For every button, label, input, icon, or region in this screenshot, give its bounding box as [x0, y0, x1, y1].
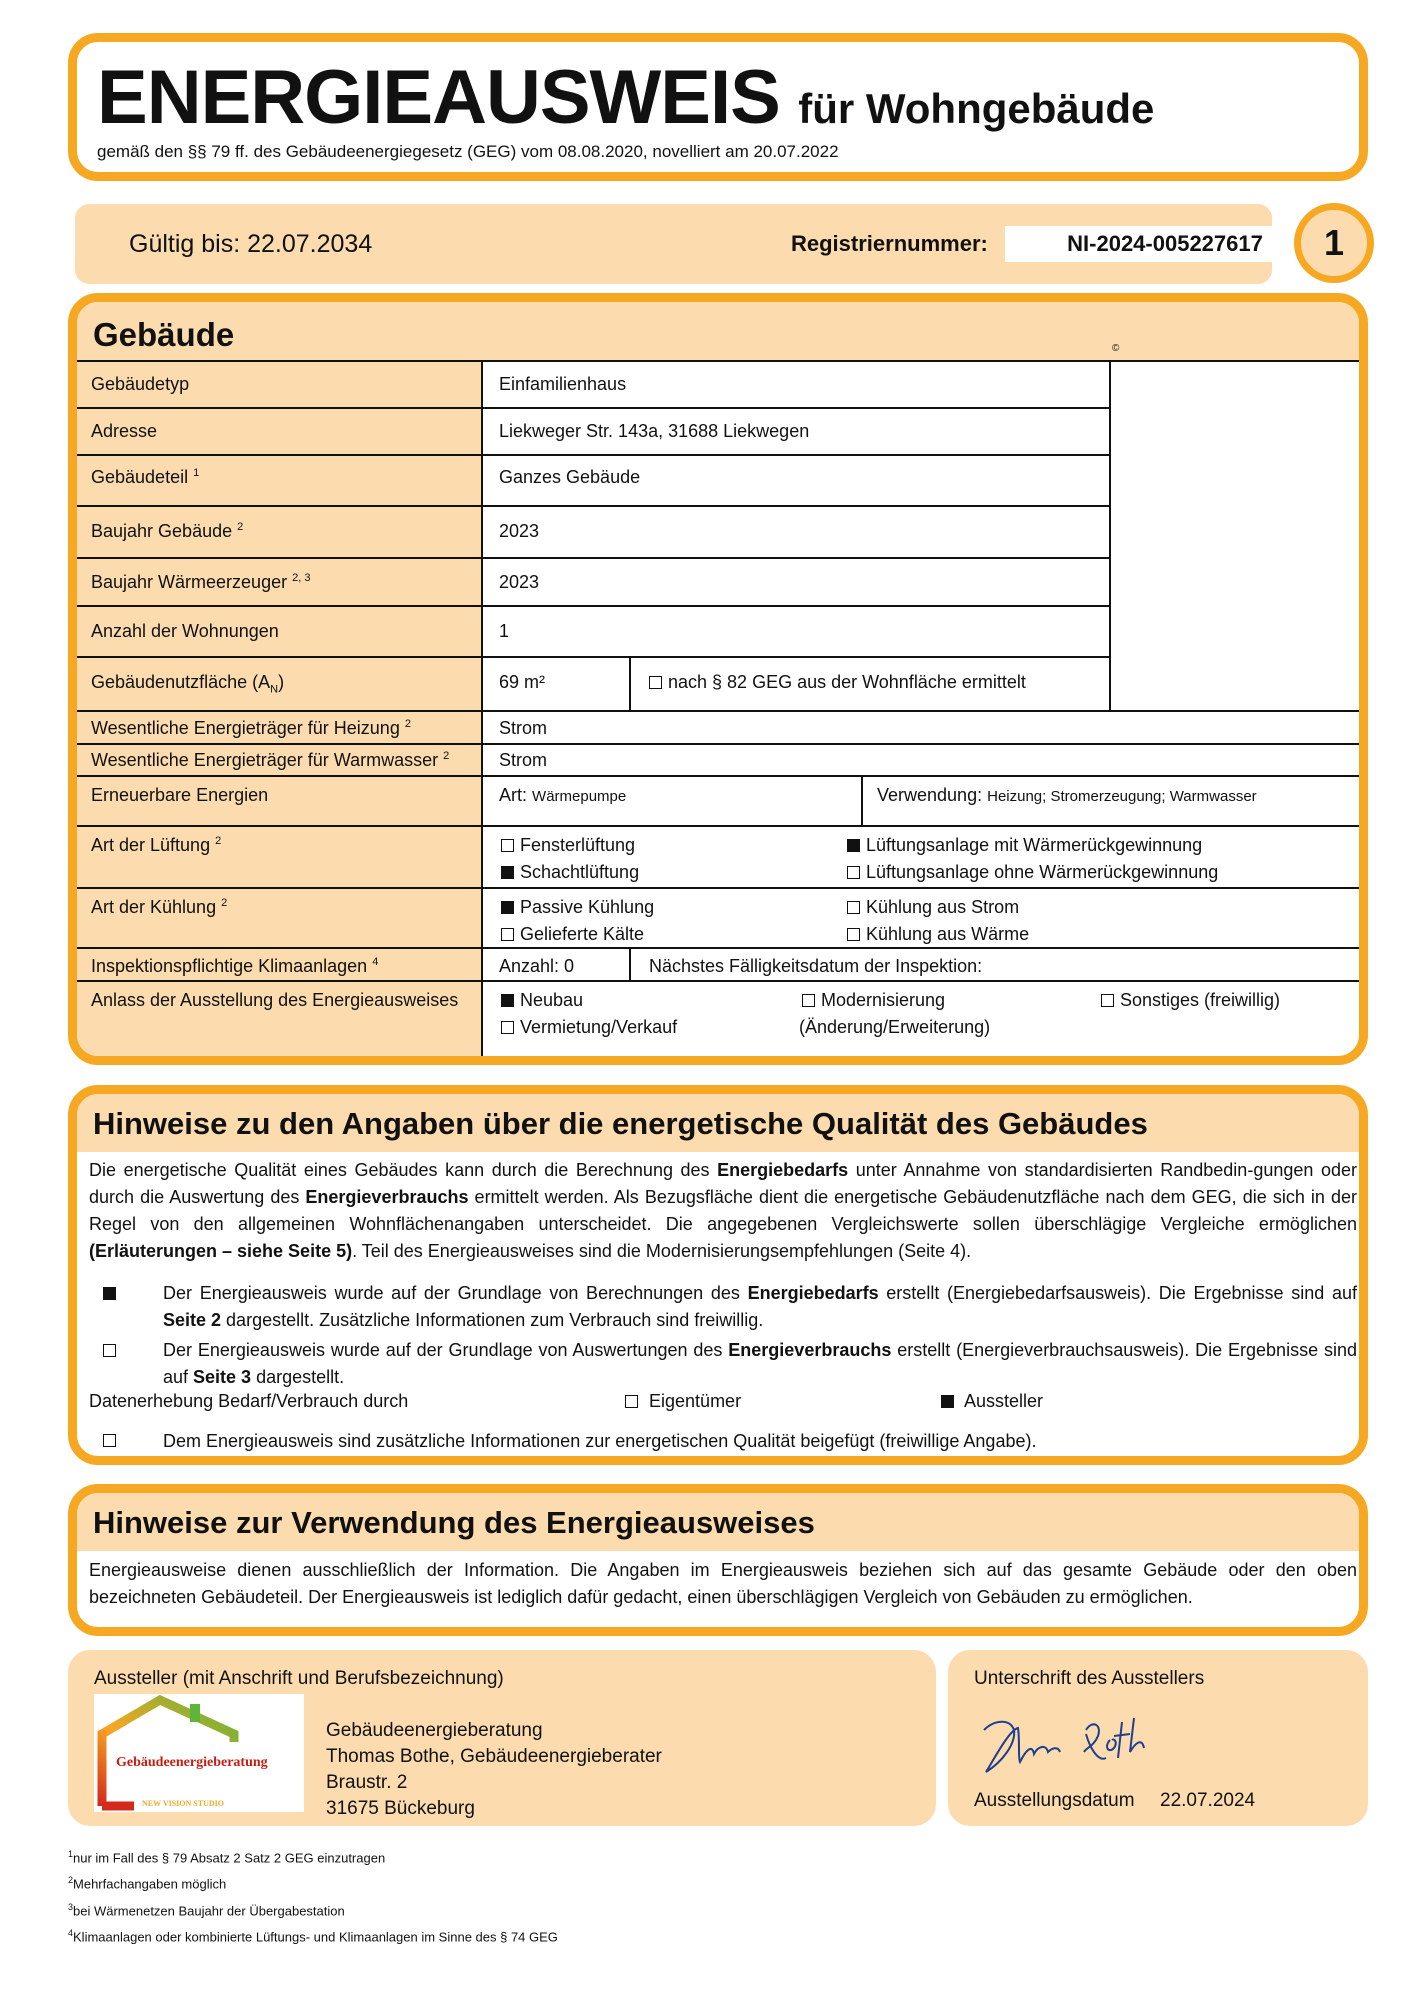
footnotes — [68, 1843, 558, 1948]
option-delivered-cold[interactable]: Gelieferte Kälte — [501, 924, 644, 945]
valid-until: Gültig bis: 22.07.2034 — [129, 230, 373, 258]
label-usable-area: Gebäudenutzfläche $(A_N)$ — [91, 672, 285, 696]
label-construction-year: Baujahr Gebäude $^2$ — [91, 521, 244, 541]
checkbox-unchecked[interactable] — [103, 1434, 116, 1447]
title-header — [68, 33, 1368, 181]
collected-by-issuer[interactable]: Aussteller — [941, 1391, 1043, 1412]
option-ventilation-no-heat-recovery[interactable]: Lüftungsanlage ohne Wärmerückgewinnung — [847, 862, 1218, 883]
option-modernisation[interactable]: Modernisierung — [802, 990, 945, 1011]
option-shaft-ventilation[interactable]: Schachtlüftung — [501, 862, 639, 883]
usage-hints-section — [68, 1484, 1368, 1636]
value-usable-area: 69 m² — [499, 672, 546, 692]
label-ventilation: Art der Lüftung $^2$ — [91, 835, 222, 855]
quality-hints-paragraph: Die energetische Qualität eines Gebäudes kann durch die Berechnung des Energiebedarfs unter Annahme von standardisierten Randbedin-gungen oder durch die Auswertung des Energieverbrauchs ermittelt werden. Als Bezugsfläche dient die energetische Gebäudenutzfläche nach dem GEG, die sich in der Regel von den allgemeinen Wohnflächenangaben unterscheidet. Die angegebenen Vergleichswerte sollen überschlägige Vergleiche ermöglichen (Erläuterungen – siehe Seite 5). Teil des Energieausweises sind die Modernisierungsempfehlungen (Seite 4). — [89, 1160, 1357, 1261]
signature-box — [948, 1650, 1368, 1826]
footnote: $^4$Klimaanlagen oder kombinierte Lüftungs- und Klimaanlagen im Sinne des § 74 GEG — [68, 1927, 558, 1945]
checkbox-unchecked[interactable] — [1101, 994, 1114, 1007]
document-title: ENERGIEAUSWEIS — [97, 55, 780, 140]
renewables-type: Art: Wärmepumpe — [499, 785, 627, 805]
value-heater-year: 2023 — [499, 572, 540, 592]
label-dwelling-count: Anzahl der Wohnungen — [91, 621, 279, 641]
option-passive-cooling[interactable]: Passive Kühlung — [501, 897, 654, 918]
building-photo-area — [1109, 362, 1368, 712]
value-dwelling-count: 1 — [499, 621, 510, 641]
validity-bar — [75, 204, 1272, 284]
issuer-label: Aussteller (mit Anschrift und Berufsbezeichnung) — [94, 1668, 504, 1689]
quality-hints-header — [77, 1094, 1359, 1152]
option-window-ventilation[interactable]: Fensterlüftung — [501, 835, 635, 856]
data-collection-label: Datenerhebung Bedarf/Verbrauch durch — [89, 1391, 409, 1411]
usage-hints-text: Energieausweise dienen ausschließlich der Information. Die Angaben im Energieausweis beziehen sich auf das gesamte Gebäude oder den oben bezeichneten Gebäudeteil. Der Energieausweis ist lediglich dafür gedacht, einen überschlägigen Vergleich von Gebäuden zu ermöglichen. — [89, 1560, 1357, 1607]
issuer-logo — [94, 1694, 304, 1812]
issuer-address: Gebäudeenergieberatung Thomas Bothe, Gebäudeenergieberater Braustr. 2 31675 Bückeburg — [326, 1720, 662, 1819]
value-construction-year: 2023 — [499, 521, 540, 541]
ac-count: Anzahl: 0 — [499, 956, 575, 976]
label-renewables: Erneuerbare Energien — [91, 785, 269, 805]
label-address: Adresse — [91, 421, 158, 441]
checkbox-unchecked[interactable] — [103, 1344, 116, 1357]
checkbox-checked[interactable] — [501, 901, 514, 914]
value-heating-carrier: Strom — [499, 718, 548, 738]
label-cooling: Art der Kühlung $^2$ — [91, 897, 228, 917]
registration-number: NI-2024-005227617 — [1005, 226, 1325, 262]
checkbox-checked[interactable] — [103, 1287, 116, 1300]
checkbox-unchecked[interactable] — [847, 928, 860, 941]
usage-hints-title: Hinweise zur Verwendung des Energieausweises — [93, 1505, 815, 1540]
option-new-build[interactable]: Neubau — [501, 990, 583, 1011]
consumption-based-text: Der Energieausweis wurde auf der Grundlage von Auswertungen des Energieverbrauchs erstellt (Energieverbrauchsausweis). Die Ergebnisse sind auf Seite 3 dargestellt. — [163, 1340, 1357, 1387]
svg-text:NEW VISION STUDIO: NEW VISION STUDIO — [142, 1799, 224, 1808]
footnote: $^1$nur im Fall des § 79 Absatz 2 Satz 2 GEG einzutragen — [68, 1849, 386, 1866]
handwritten-signature — [974, 1700, 1174, 1780]
consumption-based-checkbox[interactable] — [103, 1343, 122, 1361]
checkbox-unchecked[interactable] — [625, 1395, 638, 1408]
collected-by-owner[interactable]: Eigentümer — [625, 1391, 741, 1412]
checkbox-unchecked[interactable] — [847, 901, 860, 914]
demand-based-checkbox[interactable] — [103, 1286, 122, 1304]
area-from-living-space-checkbox[interactable]: nach § 82 GEG aus der Wohnfläche ermittelt — [649, 672, 1026, 693]
checkbox-unchecked[interactable] — [501, 1021, 514, 1034]
additional-info-checkbox[interactable] — [103, 1433, 122, 1451]
signature-label: Unterschrift des Ausstellers — [974, 1668, 1205, 1689]
building-title: Gebäude — [93, 316, 235, 353]
option-cooling-heat[interactable]: Kühlung aus Wärme — [847, 924, 1029, 945]
label-issue-reason: Anlass der Ausstellung des Energieausweises — [91, 990, 459, 1010]
additional-info-text: Dem Energieausweis sind zusätzliche Informationen zur energetischen Qualität beigefügt (freiwillige Angabe). — [163, 1431, 1037, 1451]
label-heating-carrier: Wesentliche Energieträger für Heizung $^2$ — [91, 718, 411, 738]
option-ventilation-heat-recovery[interactable]: Lüftungsanlage mit Wärmerückgewinnung — [847, 835, 1202, 856]
usage-hints-header — [77, 1493, 1359, 1551]
checkbox-unchecked[interactable] — [847, 866, 860, 879]
renewables-usage: Verwendung: Heizung; Stromerzeugung; Warmwasser — [877, 785, 1257, 805]
checkbox-checked[interactable] — [501, 866, 514, 879]
value-building-part: Ganzes Gebäude — [499, 467, 641, 487]
footnote: $^3$bei Wärmenetzen Baujahr der Übergabestation — [68, 1901, 345, 1918]
document-subtitle: für Wohngebäude — [798, 85, 1155, 132]
option-rent-sale[interactable]: Vermietung/Verkauf — [501, 1017, 677, 1038]
checkbox-unchecked[interactable] — [802, 994, 815, 1007]
issue-date-label: Ausstellungsdatum — [974, 1790, 1135, 1811]
checkbox-unchecked[interactable] — [501, 928, 514, 941]
house-logo-icon — [94, 1694, 304, 1812]
value-building-type: Einfamilienhaus — [499, 374, 627, 394]
svg-text:Gebäudeenergieberatung: Gebäudeenergieberatung — [116, 1755, 268, 1770]
label-ac-systems: Inspektionspflichtige Klimaanlagen $^4$ — [91, 956, 379, 976]
checkbox-unchecked[interactable] — [649, 676, 662, 689]
option-cooling-electricity[interactable]: Kühlung aus Strom — [847, 897, 1019, 918]
building-header — [77, 302, 1359, 362]
option-other[interactable]: Sonstiges (freiwillig) — [1101, 990, 1280, 1011]
ac-next-inspection: Nächstes Fälligkeitsdatum der Inspektion: — [649, 956, 983, 976]
footnote: $^2$Mehrfachangaben möglich — [68, 1875, 227, 1892]
value-hot-water-carrier: Strom — [499, 750, 548, 770]
issuer-box — [68, 1650, 936, 1826]
checkbox-checked[interactable] — [501, 994, 514, 1007]
issue-date: 22.07.2024 — [1160, 1790, 1256, 1811]
label-heater-year: Baujahr Wärmeerzeuger $^{2, 3}$ — [91, 572, 311, 592]
modernisation-note: (Änderung/Erweiterung) — [799, 1017, 991, 1037]
building-table — [77, 360, 1359, 1065]
label-building-type: Gebäudetyp — [91, 374, 190, 394]
checkbox-unchecked[interactable] — [501, 839, 514, 852]
value-address: Liekweger Str. 143a, 31688 Liekwegen — [499, 421, 810, 441]
quality-hints-section — [68, 1085, 1368, 1465]
page-number-badge: 1 — [1294, 203, 1374, 283]
label-hot-water-carrier: Wesentliche Energieträger für Warmwasser $^2$ — [91, 750, 450, 770]
checkbox-checked[interactable] — [847, 839, 860, 852]
registration-label: Registriernummer: — [791, 231, 988, 256]
copyright-mark: © — [1112, 343, 1120, 354]
quality-hints-title: Hinweise zu den Angaben über die energetische Qualität des Gebäudes — [93, 1106, 1148, 1141]
label-building-part: Gebäudeteil $^1$ — [91, 467, 200, 487]
checkbox-checked[interactable] — [941, 1395, 954, 1408]
legal-basis: gemäß den §§ 79 ff. des Gebäudeenergiegesetz (GEG) vom 08.08.2020, novelliert am 20.07.2022 — [97, 142, 839, 161]
building-section — [68, 293, 1368, 1065]
demand-based-text: Der Energieausweis wurde auf der Grundlage von Berechnungen des Energiebedarfs erstellt (Energiebedarfsausweis). Die Ergebnisse sind auf Seite 2 dargestellt. Zusätzliche Informationen zum Verbrauch sind freiwillig. — [163, 1283, 1357, 1330]
